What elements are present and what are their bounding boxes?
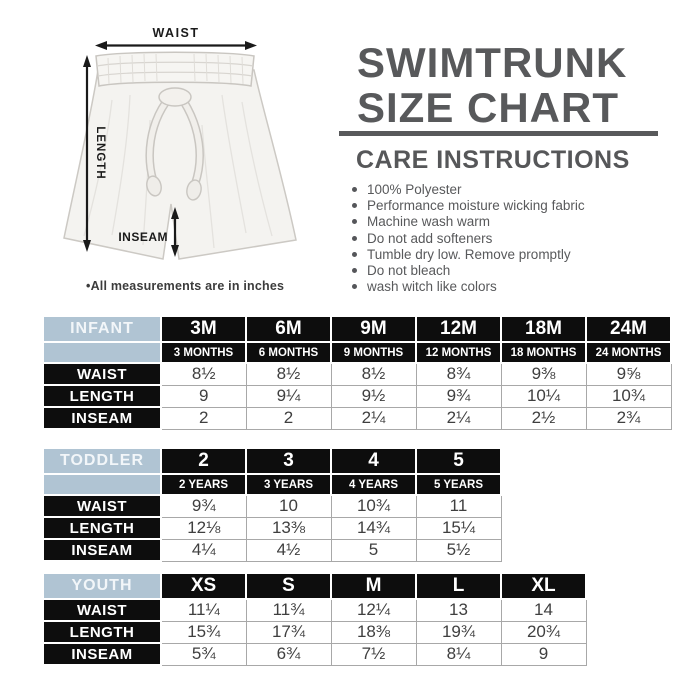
size-header: 12M (416, 316, 501, 342)
inseam-label: INSEAM (118, 230, 168, 244)
measure-value: 7½ (331, 643, 416, 665)
measure-value: 11¼ (161, 599, 246, 621)
bullet-icon (352, 236, 357, 241)
size-table (42, 572, 587, 666)
measure-value: 5¾ (161, 643, 246, 665)
measure-value: 14 (501, 599, 586, 621)
measure-value: 17¾ (246, 621, 331, 643)
measure-label: WAIST (43, 599, 161, 621)
measure-value: 9 (161, 385, 246, 407)
group-label: YOUTH (43, 573, 161, 599)
title-line-1: SWIMTRUNK (357, 39, 628, 86)
bullet-icon (352, 268, 357, 273)
size-description: 2 YEARS (161, 474, 246, 495)
size-header: 9M (331, 316, 416, 342)
measure-label: LENGTH (43, 621, 161, 643)
measure-value: 8½ (161, 363, 246, 385)
group-label: TODDLER (43, 448, 161, 474)
size-header: L (416, 573, 501, 599)
bullet-icon (352, 284, 357, 289)
size-header: 2 (161, 448, 246, 474)
size-table (42, 315, 672, 430)
size-description: 3 YEARS (246, 474, 331, 495)
measure-label: INSEAM (43, 539, 161, 561)
measure-label: INSEAM (43, 407, 161, 429)
measure-value: 10¾ (586, 385, 671, 407)
size-description: 4 YEARS (331, 474, 416, 495)
measure-label: WAIST (43, 495, 161, 517)
measure-value: 8¼ (416, 643, 501, 665)
measure-value: 8¾ (416, 363, 501, 385)
youth-size-table (42, 572, 587, 666)
care-item-text: 100% Polyester (367, 182, 462, 197)
care-item-text: Performance moisture wicking fabric (367, 198, 585, 214)
care-item-text: wash witch like colors (367, 279, 497, 295)
size-description: 9 MONTHS (331, 342, 416, 363)
size-header: S (246, 573, 331, 599)
size-description: 6 MONTHS (246, 342, 331, 363)
measure-value: 2¼ (416, 407, 501, 429)
bullet-icon (352, 252, 357, 257)
size-header: 3M (161, 316, 246, 342)
care-item-text: Tumble dry low. Remove promptly (367, 246, 571, 262)
measure-value: 19¾ (416, 621, 501, 643)
care-item (352, 214, 585, 230)
measure-value: 20¾ (501, 621, 586, 643)
measure-value: 9½ (331, 385, 416, 407)
size-table (42, 447, 502, 562)
title-divider (339, 131, 658, 136)
title-line-2: SIZE CHART (357, 84, 619, 131)
care-item (352, 263, 585, 279)
measure-value: 9¼ (246, 385, 331, 407)
care-item (352, 198, 585, 214)
measure-value: 14¾ (331, 517, 416, 539)
measure-value: 4¼ (161, 539, 246, 561)
size-header: 3 (246, 448, 331, 474)
size-description: 12 MONTHS (416, 342, 501, 363)
measure-value: 9⅝ (586, 363, 671, 385)
measure-value: 9⅜ (501, 363, 586, 385)
size-description: 18 MONTHS (501, 342, 586, 363)
measure-value: 12¼ (331, 599, 416, 621)
measure-value: 9¾ (416, 385, 501, 407)
measure-value: 10¼ (501, 385, 586, 407)
bullet-icon (352, 187, 357, 192)
measure-value: 10¾ (331, 495, 416, 517)
measure-value: 2¾ (586, 407, 671, 429)
measure-value: 18⅜ (331, 621, 416, 643)
care-item-text: Do not bleach (367, 262, 451, 278)
toddler-size-table (42, 447, 502, 562)
measure-value: 13 (416, 599, 501, 621)
care-item (352, 247, 585, 263)
measure-value: 5½ (416, 539, 501, 561)
size-description: 5 YEARS (416, 474, 501, 495)
measure-value: 11 (416, 495, 501, 517)
size-header: 24M (586, 316, 671, 342)
bullet-icon (352, 203, 357, 208)
measure-value: 9 (501, 643, 586, 665)
care-item-text: Machine wash warm (367, 214, 491, 230)
size-header: M (331, 573, 416, 599)
measurements-note: •All measurements are in inches (86, 279, 285, 293)
care-item-text: Do not add softeners (367, 230, 493, 246)
care-item (352, 182, 585, 198)
measure-value: 15¾ (161, 621, 246, 643)
measure-value: 8½ (331, 363, 416, 385)
size-header: 5 (416, 448, 501, 474)
measure-label: LENGTH (43, 517, 161, 539)
infant-size-table (42, 315, 672, 430)
size-header: XL (501, 573, 586, 599)
measure-value: 2 (246, 407, 331, 429)
bullet-icon (352, 219, 357, 224)
page-title (357, 40, 627, 130)
measure-label: LENGTH (43, 385, 161, 407)
measure-value: 8½ (246, 363, 331, 385)
size-header: 4 (331, 448, 416, 474)
measure-value: 2½ (501, 407, 586, 429)
measure-value: 2¼ (331, 407, 416, 429)
measure-value: 11¾ (246, 599, 331, 621)
care-instructions-heading: CARE INSTRUCTIONS (356, 146, 630, 174)
measure-value: 10 (246, 495, 331, 517)
measure-value: 12⅛ (161, 517, 246, 539)
measure-value: 5 (331, 539, 416, 561)
measure-label: INSEAM (43, 643, 161, 665)
measure-label: WAIST (43, 363, 161, 385)
shorts-diagram (30, 15, 330, 277)
size-header: XS (161, 573, 246, 599)
measure-value: 15¼ (416, 517, 501, 539)
group-label-spacer (43, 342, 161, 363)
size-description: 3 MONTHS (161, 342, 246, 363)
size-header: 6M (246, 316, 331, 342)
size-description: 24 MONTHS (586, 342, 671, 363)
care-item (352, 279, 585, 295)
care-instructions-list (352, 182, 585, 295)
measure-value: 2 (161, 407, 246, 429)
measure-value: 4½ (246, 539, 331, 561)
measure-value: 6¾ (246, 643, 331, 665)
group-label: INFANT (43, 316, 161, 342)
group-label-spacer (43, 474, 161, 495)
measure-value: 13⅜ (246, 517, 331, 539)
waist-label: WAIST (152, 26, 200, 40)
measure-value: 9¾ (161, 495, 246, 517)
length-label: LENGTH (94, 126, 106, 180)
care-item (352, 231, 585, 247)
size-header: 18M (501, 316, 586, 342)
